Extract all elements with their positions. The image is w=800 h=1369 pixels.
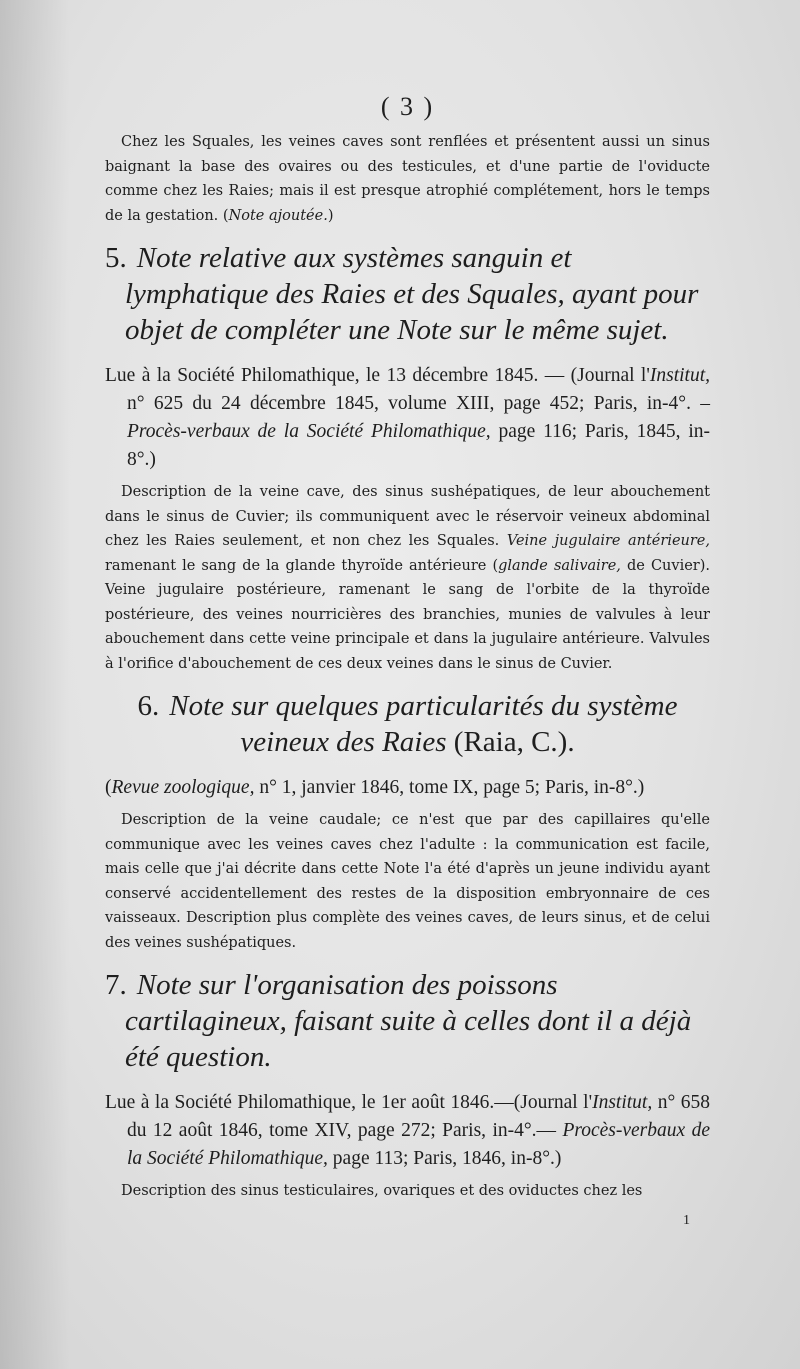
section-7-heading: 7. Note sur l'organisation des poissons cartilagineux, faisant suite à celles dont il a déjà été question.: [105, 969, 692, 1073]
section-6-publication: (Revue zoologique, n° 1, janvier 1846, tome IX, page 5; Paris, in-8°.): [105, 777, 645, 798]
section-5-publication: Lue à la Société Philomathique, le 13 décembre 1845. — (Journal l'Institut, n° 625 du 24 décembre 1845, volume XIII, page 452; Paris, in-4°. – Procès-verbaux de la Société Philomathique, page 116; Paris, 1845, in-8°.): [105, 365, 710, 470]
section-5-description: Description de la veine cave, des sinus sushépatiques, de leur abouchement dans le sinus de Cuvier; ils communiquent avec le réservoir veineux abdominal chez les Raies seulement, et non chez les Squales. Veine jugulaire antérieure, ramenant le sang de la glande thyroïde antérieure (glande salivaire, de Cuvier). Veine jugulaire postérieure, ramenant le sang de l'orbite de la thyroïde postérieure, des veines nourricières des branchies, munies de valvules à leur abouchement dans cette veine principale et dans la jugulaire antérieure. Valvules à l'orifice d'abouchement de ces deux veines dans le sinus de Cuvier.: [105, 484, 711, 672]
page-content: [105, 92, 710, 1204]
section-7-publication: Lue à la Société Philomathique, le 1er août 1846.—(Journal l'Institut, n° 658 du 12 août 1846, tome XIV, page 272; Paris, in-4°.— Procès-verbaux de la Société Philomathique, page 113; Paris, 1846, in-8°.): [105, 1092, 710, 1169]
section-5-heading: 5. Note relative aux systèmes sanguin et lymphatique des Raies et des Squales, ayant pour objet de compléter une Note sur le même sujet.: [105, 242, 699, 346]
page-edge-shadow: [0, 0, 70, 1369]
section-6-description: Description de la veine caudale; ce n'est que par des capillaires qu'elle communique avec les veines caves chez l'adulte : la communication est facile, mais celle que j'ai décrite dans cette Note l'a été d'après un jeune individu ayant conservé accidentellement des restes de la disposition embryonnaire de ces vaisseaux. Description plus complète des veines caves, de leurs sinus, et de celui des veines sushépatiques.: [105, 812, 710, 951]
section-7-description: Description des sinus testiculaires, ovariques et des oviductes chez les: [121, 1183, 643, 1199]
note-added: Note ajoutée.: [228, 207, 328, 224]
section-6-heading: 6. Note sur quelques particularités du système veineux des Raies (Raia, C.).: [137, 690, 678, 758]
page-number: ( 3 ): [380, 92, 435, 121]
folio-signature: 1: [683, 1213, 690, 1228]
intro-paragraph: Chez les Squales, les veines caves sont renflées et présentent aussi un sinus baignant la base des ovaires ou des testicules, et d'une partie de l'oviducte comme chez les Raies; mais il est presque atrophié complétement, hors le temps de la gestation. (Note ajoutée.): [105, 134, 710, 224]
